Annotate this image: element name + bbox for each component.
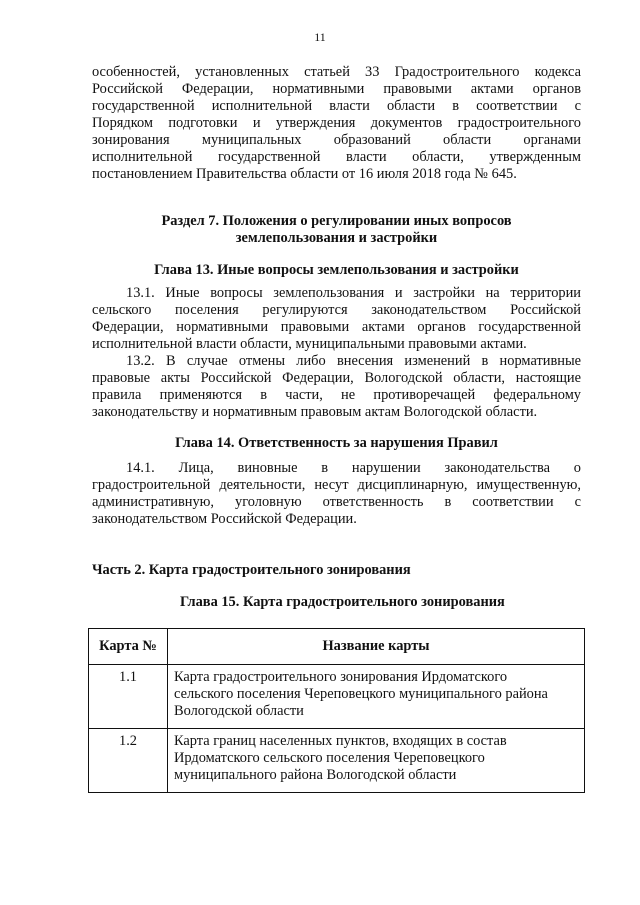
text-line: Порядком подготовки и утверждения документов градостроительного xyxy=(92,115,581,131)
text-line: правила применяются в части, не противоречащей федеральному xyxy=(92,387,581,403)
paragraph-13-1 xyxy=(92,285,581,353)
intro-paragraph xyxy=(92,64,581,183)
text-line: Вологодской области xyxy=(174,703,304,719)
section-7-title xyxy=(92,213,581,247)
map-number-cell: 1.1 xyxy=(89,665,168,729)
map-number-cell: 1.2 xyxy=(89,729,168,793)
column-header-map-name: Название карты xyxy=(168,629,585,665)
text-line: 13.2. В случае отмены либо внесения изменений в нормативные xyxy=(126,353,581,369)
paragraph-14-1 xyxy=(92,460,581,528)
text-line: Российской Федерации, нормативными правовыми актами органов xyxy=(92,81,581,97)
part-2-title: Часть 2. Карта градостроительного зонирования xyxy=(92,562,411,578)
text-line: Федерации, нормативными правовыми актами органов государственной xyxy=(92,319,581,335)
chapter-13-title: Глава 13. Иные вопросы землепользования и застройки xyxy=(154,262,519,278)
map-name-cell xyxy=(168,729,585,793)
table-header-row xyxy=(89,629,585,665)
text-line: исполнительной государственной власти области, утвержденным xyxy=(92,149,581,165)
text-line: правовые акты Российской Федерации, Вологодской области, настоящие xyxy=(92,370,581,386)
text-line: государственной исполнительной власти области в соответствии с xyxy=(92,98,581,114)
text-line: 13.1. Иные вопросы землепользования и застройки на территории xyxy=(126,285,581,301)
text-line: градостроительной деятельности, несут дисциплинарную, имущественную, xyxy=(92,477,581,493)
paragraph-13-2 xyxy=(92,353,581,421)
text-line: зонирования муниципальных образований области органами xyxy=(92,132,581,148)
text-line: административную, уголовную ответственность в соответствии с xyxy=(92,494,581,510)
chapter-14-title: Глава 14. Ответственность за нарушения Правил xyxy=(175,435,498,451)
column-header-map-number: Карта № xyxy=(89,629,168,665)
maps-table xyxy=(88,628,585,793)
text-line: Карта границ населенных пунктов, входящих в состав xyxy=(174,733,507,749)
text-line: 14.1. Лица, виновные в нарушении законодательства о xyxy=(126,460,581,476)
text-line: исполнительной власти области, муниципальными правовыми актами. xyxy=(92,336,527,352)
text-line: Карта градостроительного зонирования Ирдоматского xyxy=(174,669,508,685)
section-title-line: Раздел 7. Положения о регулировании иных вопросов xyxy=(161,213,512,229)
section-title-line: землепользования и застройки xyxy=(235,230,438,246)
text-line: сельского поселения регулируются законодательством Российской xyxy=(92,302,581,318)
table-row xyxy=(89,729,585,793)
text-line: законодательством Российской Федерации. xyxy=(92,511,357,527)
text-line: сельского поселения Череповецкого муниципального района xyxy=(174,686,548,702)
text-line: муниципального района Вологодской области xyxy=(174,767,457,783)
text-line: Ирдоматского сельского поселения Череповецкого xyxy=(174,750,485,766)
page-number: 11 xyxy=(314,30,326,44)
table-row xyxy=(89,665,585,729)
text-line: законодательству и нормативным правовым актам Вологодской области. xyxy=(92,404,538,420)
text-line: особенностей, установленных статьей 33 Градостроительного кодекса xyxy=(92,64,581,80)
chapter-15-title: Глава 15. Карта градостроительного зонирования xyxy=(180,594,505,610)
map-name-cell xyxy=(168,665,585,729)
text-line: постановлением Правительства области от 16 июля 2018 года № 645. xyxy=(92,166,517,182)
